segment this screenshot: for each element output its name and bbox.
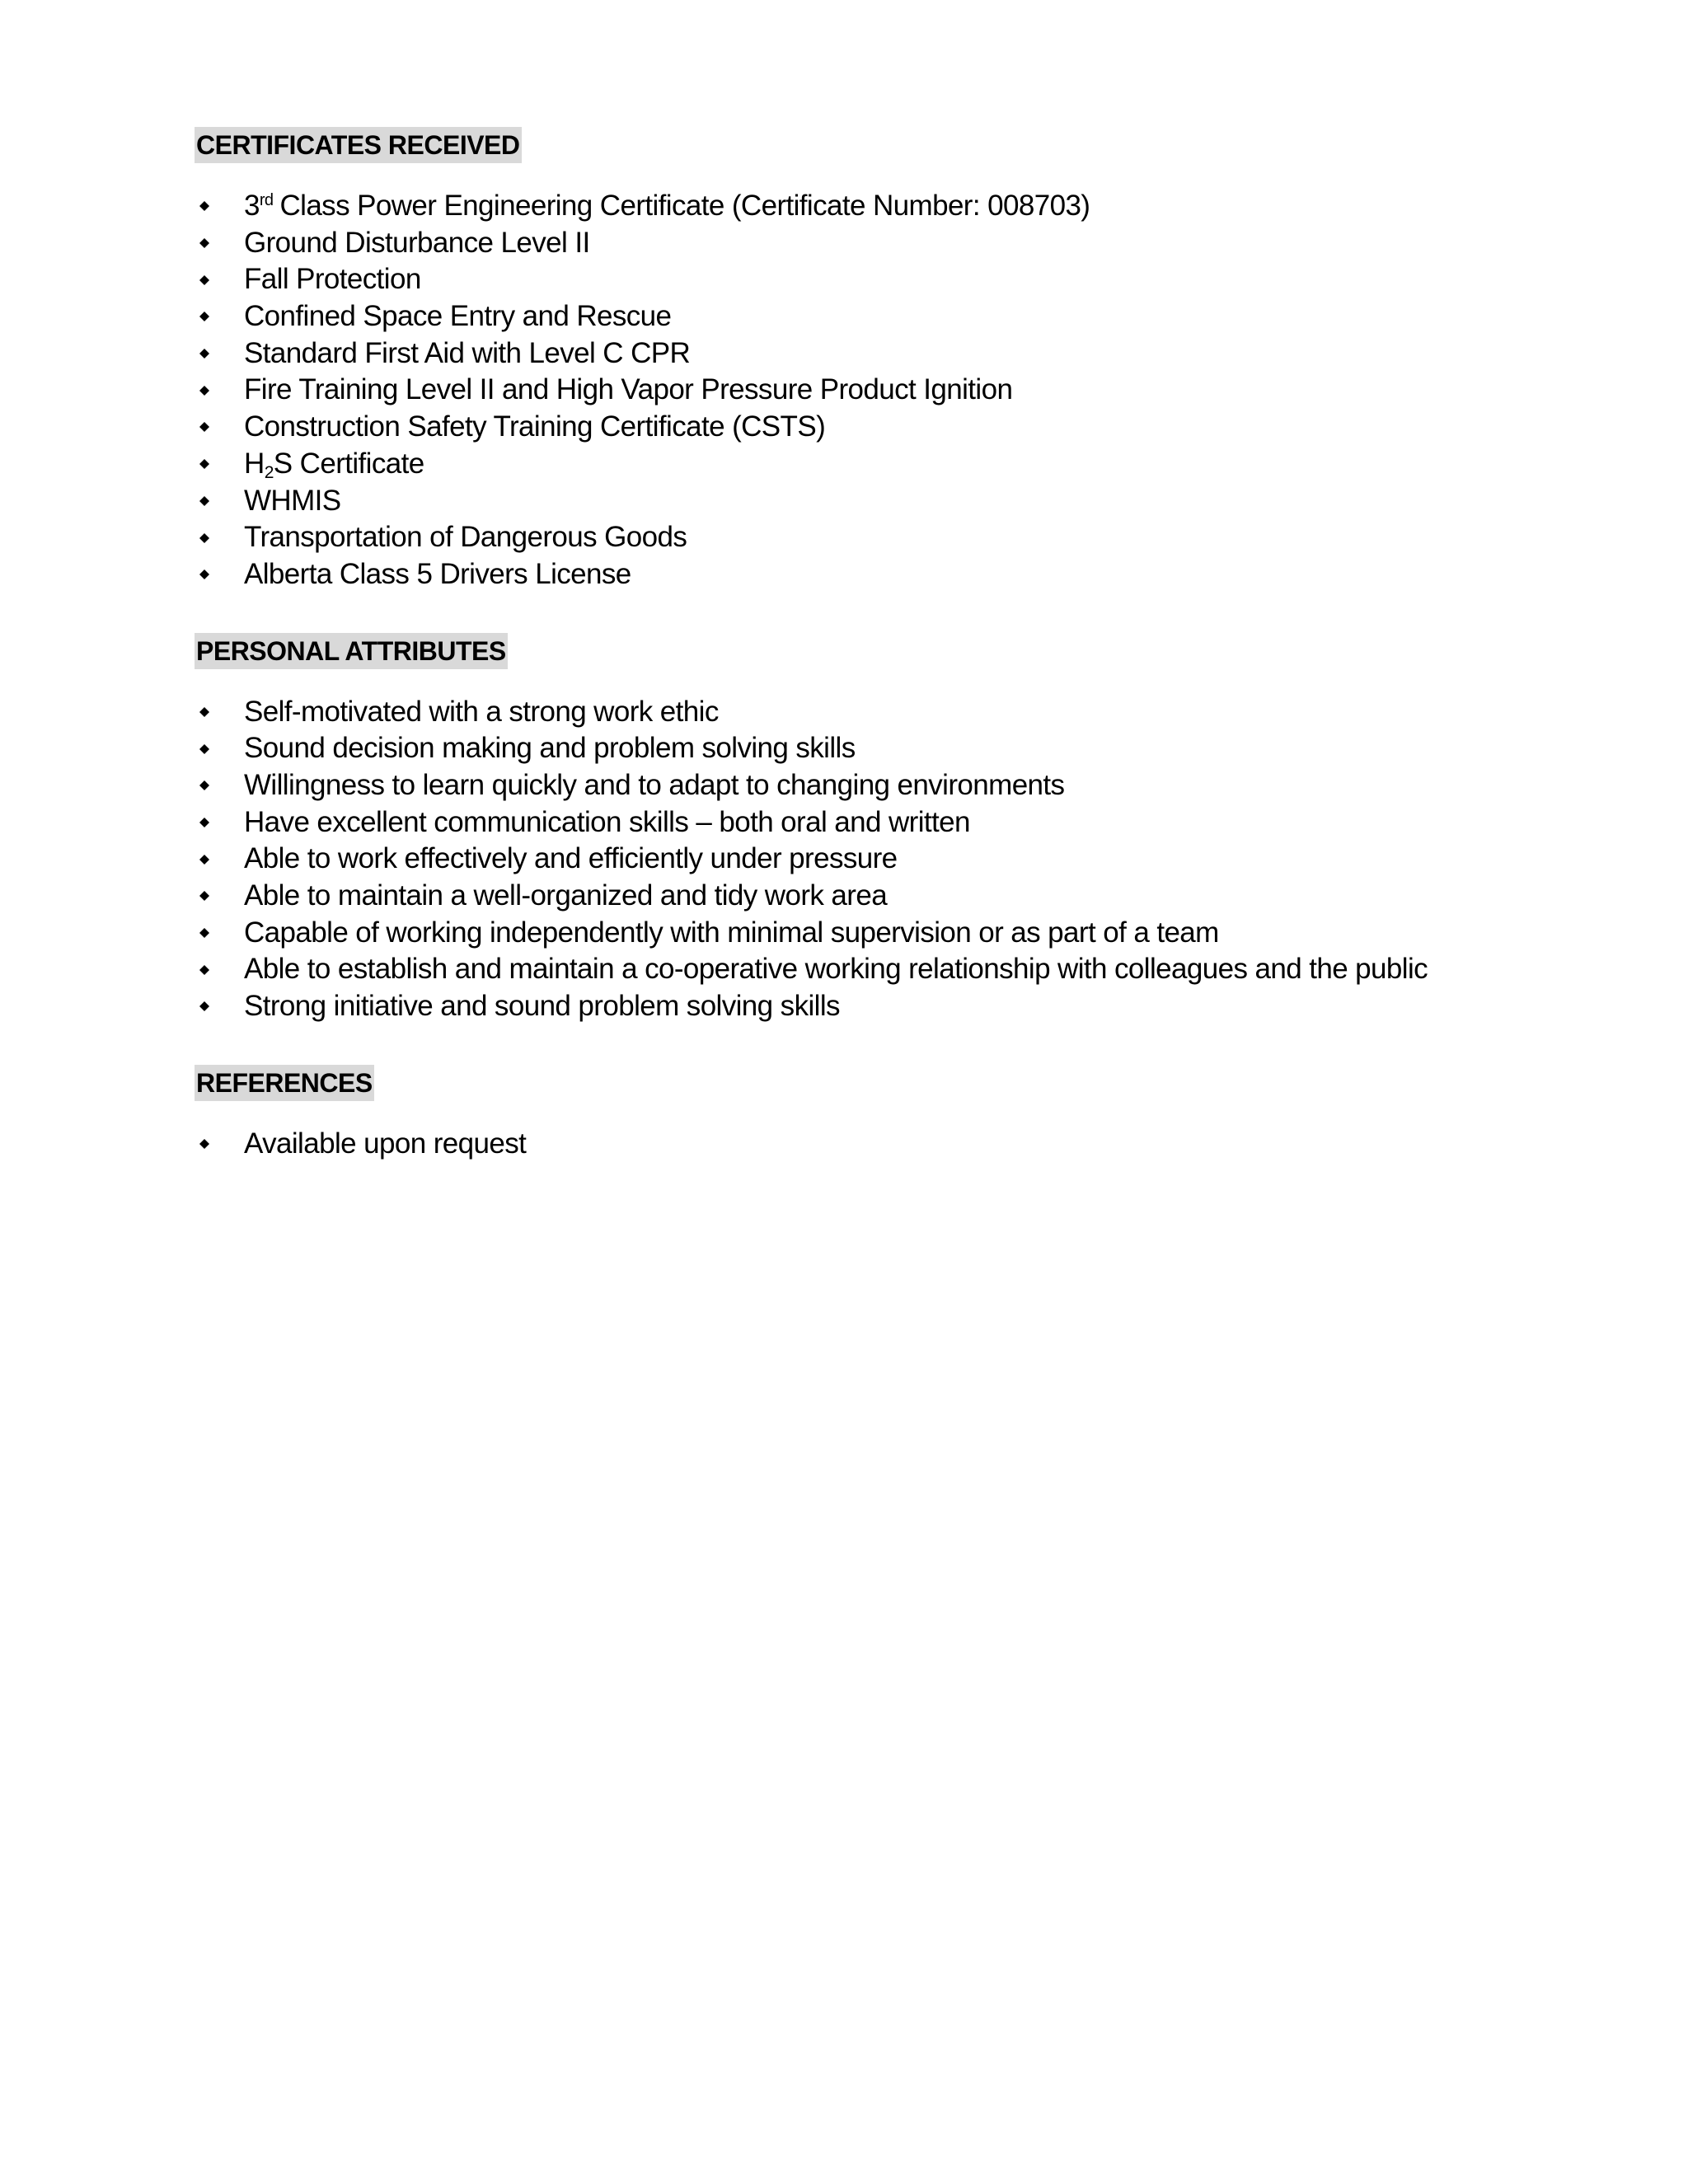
diamond-bullet-icon [198, 298, 211, 335]
certificate-text: Class Power Engineering Certificate (Certificate Number: 008703) [279, 190, 1090, 222]
list-item [195, 409, 1546, 446]
list-item-text: Standard First Aid with Level C CPR [244, 336, 691, 369]
page-content [195, 127, 1546, 1202]
certificates-list [195, 188, 1546, 593]
list-item [195, 951, 1546, 988]
h2s-base: H [244, 447, 265, 480]
list-item [195, 730, 1546, 767]
list-item [195, 188, 1546, 225]
diamond-bullet-icon [198, 730, 211, 767]
diamond-bullet-icon [198, 1126, 211, 1163]
certificate-number: 3 [244, 190, 260, 222]
diamond-bullet-icon [198, 915, 211, 952]
list-item-text: WHMIS [244, 484, 341, 517]
list-item [195, 878, 1546, 915]
list-item-text: Fire Training Level II and High Vapor Pressure Product Ignition [244, 373, 1013, 406]
list-item [195, 804, 1546, 841]
list-item-text: Available upon request [244, 1127, 527, 1160]
list-item [195, 694, 1546, 731]
list-item [195, 556, 1546, 593]
personal-attributes-heading: PERSONAL ATTRIBUTES [195, 633, 508, 669]
diamond-bullet-icon [198, 483, 211, 520]
diamond-bullet-icon [198, 878, 211, 915]
list-item-text: Willingness to learn quickly and to adapt to changing environments [244, 768, 1065, 801]
list-item [195, 767, 1546, 804]
personal-attributes-list [195, 694, 1546, 1025]
list-item [195, 225, 1546, 262]
diamond-bullet-icon [198, 951, 211, 988]
list-item-text: Confined Space Entry and Rescue [244, 300, 672, 333]
diamond-bullet-icon [198, 988, 211, 1025]
ordinal-suffix: rd [259, 191, 274, 209]
list-item [195, 483, 1546, 520]
list-item-text: Fall Protection [244, 263, 421, 296]
h2s-rest: S Certificate [273, 447, 424, 480]
list-item-text: Have excellent communication skills – both oral and written [244, 805, 970, 838]
diamond-bullet-icon [198, 335, 211, 373]
list-item [195, 446, 1546, 483]
list-item [195, 841, 1546, 878]
list-item-text: Sound decision making and problem solving skills [244, 732, 856, 765]
certificates-section [195, 127, 1546, 593]
list-item-text: Self-motivated with a strong work ethic [244, 695, 719, 728]
list-item [195, 915, 1546, 952]
list-item [195, 1126, 1546, 1163]
diamond-bullet-icon [198, 188, 211, 225]
diamond-bullet-icon [198, 372, 211, 409]
diamond-bullet-icon [198, 261, 211, 298]
diamond-bullet-icon [198, 556, 211, 593]
list-item-text: Able to establish and maintain a co-operative working relationship with colleagues and the public [244, 953, 1428, 986]
list-item [195, 372, 1546, 409]
list-item-text: Alberta Class 5 Drivers License [244, 557, 631, 590]
list-item-text: Able to work effectively and efficiently under pressure [244, 842, 898, 875]
list-item-text: Ground Disturbance Level II [244, 226, 590, 259]
h2s-subscript: 2 [264, 462, 274, 482]
list-item [195, 261, 1546, 298]
references-section [195, 1065, 1546, 1163]
list-item-text: Construction Safety Training Certificate (CSTS) [244, 410, 826, 443]
list-item-text: Able to maintain a well-organized and tidy work area [244, 879, 888, 912]
diamond-bullet-icon [198, 841, 211, 878]
references-heading: REFERENCES [195, 1065, 374, 1101]
diamond-bullet-icon [198, 767, 211, 804]
references-list [195, 1126, 1546, 1163]
list-item [195, 519, 1546, 556]
list-item [195, 335, 1546, 373]
diamond-bullet-icon [198, 409, 211, 446]
diamond-bullet-icon [198, 804, 211, 841]
diamond-bullet-icon [198, 446, 211, 483]
list-item [195, 988, 1546, 1025]
list-item-text: Capable of working independently with minimal supervision or as part of a team [244, 916, 1219, 949]
certificates-heading: CERTIFICATES RECEIVED [195, 127, 522, 163]
list-item-text: Transportation of Dangerous Goods [244, 521, 687, 554]
diamond-bullet-icon [198, 225, 211, 262]
list-item-text: Strong initiative and sound problem solving skills [244, 990, 840, 1023]
diamond-bullet-icon [198, 519, 211, 556]
personal-attributes-section [195, 633, 1546, 1025]
list-item [195, 298, 1546, 335]
diamond-bullet-icon [198, 694, 211, 731]
